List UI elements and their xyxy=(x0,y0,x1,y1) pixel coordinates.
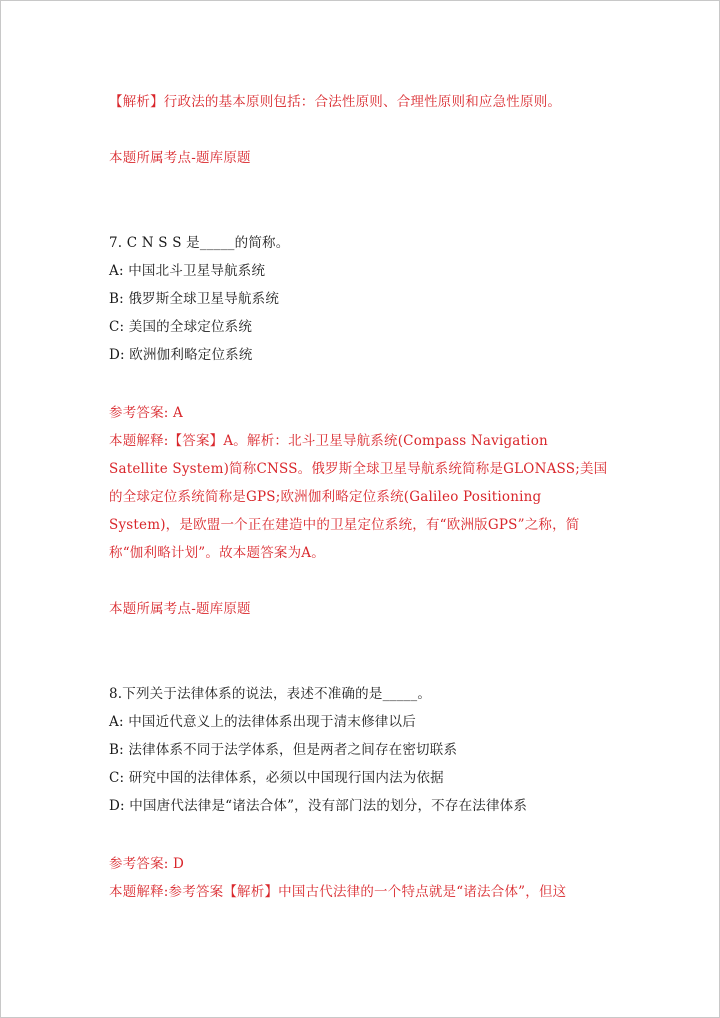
q7-source: 本题所属考点-题库原题 xyxy=(109,601,251,617)
q8-option-c: C: 研究中国的法律体系，必须以中国现行国内法为依据 xyxy=(109,770,444,786)
q7-answer: 参考答案: A xyxy=(109,405,183,421)
q8-option-a: A: 中国近代意义上的法律体系出现于清末修律以后 xyxy=(109,714,416,730)
q8-option-d: D: 中国唐代法律是“诸法合体”，没有部门法的划分，不存在法律体系 xyxy=(109,798,528,814)
q7-explanation-line: 的全球定位系统简称是GPS;欧洲伽利略定位系统(Galileo Positioning xyxy=(109,489,542,505)
q7-explanation-line: 称“伽利略计划”。故本题答案为A。 xyxy=(109,545,325,561)
q8-explanation-line: 本题解释:参考答案【解析】中国古代法律的一个特点就是“诸法合体”，但这 xyxy=(109,884,567,900)
q7-explanation-line: Satellite System)简称CNSS。俄罗斯全球卫星导航系统简称是GLONASS;美国 xyxy=(109,461,608,477)
q8-answer: 参考答案: D xyxy=(109,856,185,872)
q7-explanation-line: 本题解释:【答案】A。解析：北斗卫星导航系统(Compass Navigation xyxy=(109,433,548,449)
q7-option-d: D: 欧洲伽利略定位系统 xyxy=(109,347,253,363)
q7-option-a: A: 中国北斗卫星导航系统 xyxy=(109,263,266,279)
q7-option-b: B: 俄罗斯全球卫星导航系统 xyxy=(109,291,280,307)
q7-question: 7. C N S S 是_____的简称。 xyxy=(109,235,290,251)
q7-option-c: C: 美国的全球定位系统 xyxy=(109,319,253,335)
q8-option-b: B: 法律体系不同于法学体系，但是两者之间存在密切联系 xyxy=(109,742,458,758)
q7-explanation-line: System)，是欧盟一个正在建造中的卫星定位系统，有“欧洲版GPS”之称，简 xyxy=(109,517,580,533)
prev-analysis: 【解析】行政法的基本原则包括：合法性原则、合理性原则和应急性原则。 xyxy=(109,94,562,110)
q8-question: 8.下列关于法律体系的说法，表述不准确的是_____。 xyxy=(109,686,432,702)
prev-source: 本题所属考点-题库原题 xyxy=(109,150,251,166)
